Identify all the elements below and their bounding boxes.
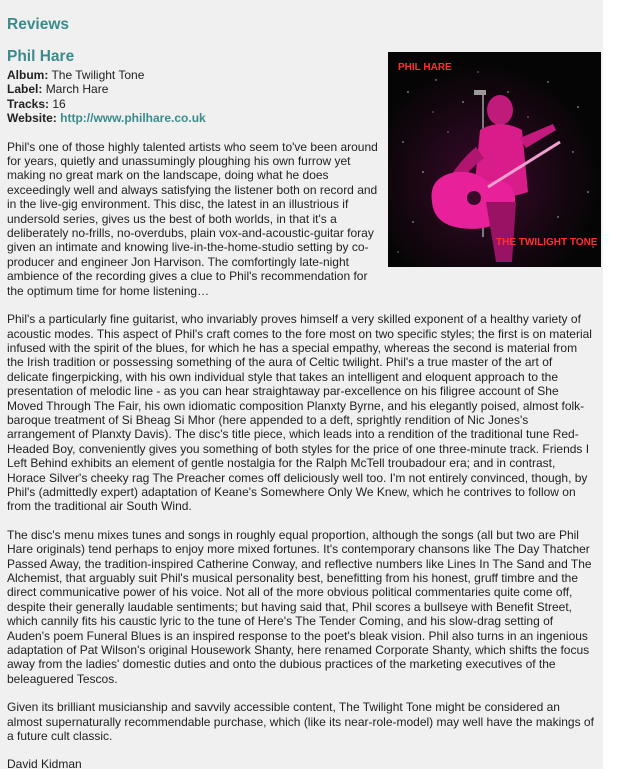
website-link[interactable]: http://www.philhare.co.uk: [60, 111, 206, 126]
website-label: Website:: [7, 111, 57, 126]
album-label: Album:: [7, 68, 49, 82]
tracks-value: 16: [52, 96, 66, 111]
author-name: David Kidman: [7, 757, 82, 772]
artist-name: Phil Hare: [7, 48, 75, 65]
review-paragraph-3: The disc's menu mixes tunes and songs in roughly equal proportion, although the songs (all but two are Phil Hare originals) tend perhaps to enjoy more mixed fortunes. It's contemporary chansons like The Day Thatcher Passed Away, the tradition-inspired Catherine Conway, and reflective numbers like Lines In The Sand and The Alchemist, that arguably suit Phil's musical personality best, benefitting from his honest, gruff timbre and the direct communicative power of his voice. Not all of the more obvious political commentaries quite come off, despite their generally laudable sentiments; but having said that, Phil scores a bullseye with Benefit Street, which cannily fits his caustic lyric to the tune of Here's The Tender Coming, and his slow-drag setting of Auden's poem Funeral Blues is an inspired response to the poet's bleak vision. Phil also turns in an ingenious adaptation of Pat Wilson's original Housework Shanty, here renamed Corporate Shanty, which shifts the focus away from the ladies' domestic duties and onto the dubious practices of the marketing executives of the beleaguered Tescos.: [7, 527, 592, 686]
review-paragraph-2: Phil's a particularly fine guitarist, who invariably proves himself a very skilled exponent of a healthy variety of acoustic modes. This aspect of Phil's craft comes to the fore most on two specific styles; the first is on material infused with the spirit of the blues, for which he has a special empathy, whereas the second is material from the Irish tradition or possessing something of the aura of Celtic twilight. Phil's a true master of the art of delicate fingerpicking, with his own individual style that takes an intelligent and eloquent approach to the presentation of melodic line - as you can hear straightaway par-excellence on his filigree account of She Moved Through The Fair, his own idiomatic composition Planxty Byrne, and his elegantly poised, almost folk-baroque treatment of Si Bheag Si Mhor (here appended to a deft, sprightly rendition of Nic Jones's arrangement of Planxty Davis). The disc's title piece, which leads into a rendition of the traditional tune Red-Headed Boy, conveniently gives you something of both styles for the price of one three-minute track. Friends I Left Behind exhibits an element of gentle nostalgia for the Ralph McTell troubadour era; and in contrast, Horace Silver's cheeky rag The Preacher comes off deliciously well too. I'm not entirely convinced, though, by Phil's (admittedly expert) adaptation of Keane's Somewhere Only We Knew, which he contrives to follow on from the traditional air South Wind.: [7, 312, 592, 514]
tracks-label: Tracks:: [7, 96, 50, 111]
album-cover-art: [388, 52, 601, 267]
record-label-value: March Hare: [45, 82, 109, 97]
record-label-label: Label:: [7, 82, 43, 97]
album-cover-image: [388, 52, 601, 267]
section-title: Reviews: [7, 16, 70, 33]
review-paragraph-1: Phil's one of those highly talented artists who seem to've been around for years, quietly and unassumingly ploughing his own furrow yet making no great mark on the landscape, doing what he does exceedingly well and always satisfying the listener both on record and in the live-gig environment. This disc, the latest in an illustrious if undersold series, gives us the best of both worlds, in that it's a deliberately no-frills, no-overdubs, plain vox-and-acoustic-guitar foray given an intimate and knowing live-in-the-home-studio setting by co-producer and engineer Jon Harvison. The comfortingly late-night ambience of the recording gives a clue to Phil's recommendation for the optimum time for home listening…: [7, 139, 378, 298]
review-paragraph-4: Given its brilliant musicianship and savvily accessible content, The Twilight Tone might be considered an almost supernaturally recommendable purchase, which (like its near-role-model) may well have the makings of a future cult classic.: [7, 700, 594, 744]
album-value: The Twilight Tone: [51, 68, 145, 82]
cover-title-text: THE TWILIGHT TONE: [496, 237, 598, 248]
cover-artist-text: PHIL HARE: [398, 62, 452, 73]
